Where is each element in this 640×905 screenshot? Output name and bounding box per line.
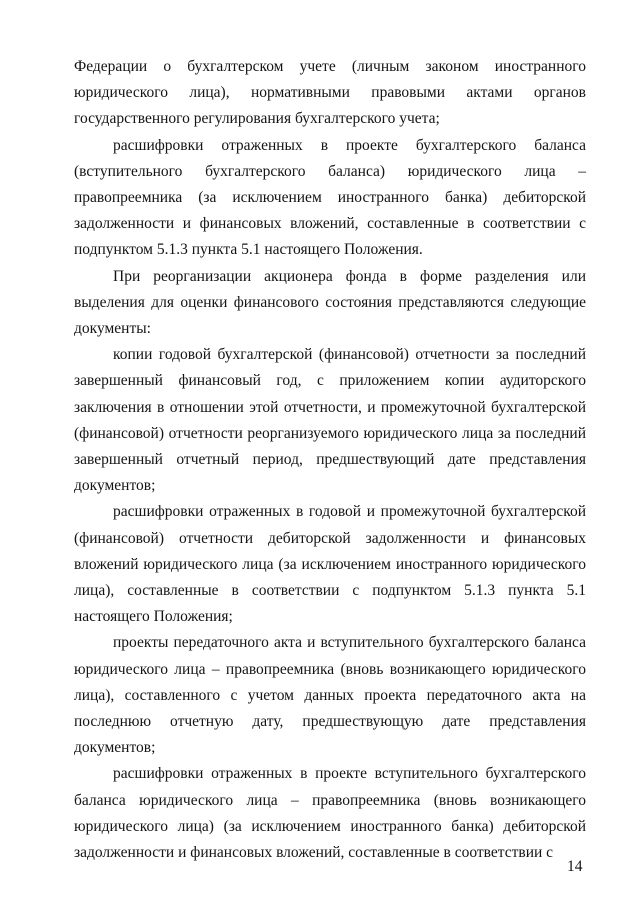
paragraph-reorganization-intro: При реорганизации акционера фонда в форме разделения или выделения для оценки финансового состояния представляются следующие документы: (74, 267, 586, 338)
page-number: 14 (567, 858, 583, 875)
paragraph-opening-balance-breakdown: расшифровки отраженных в проекте вступительного бухгалтерского баланса юридического лица – правопреемника (вновь возникающего юридического лица) (за исключением иностранного банка) дебиторской задолженности и финансовых вложений, составленные в соответствии с (74, 765, 586, 862)
paragraph-receivables-breakdown: расшифровки отраженных в годовой и промежуточной бухгалтерской (финансовой) отчетности дебиторской задолженности и финансовых вложений юридического лица (за исключением иностранного юридического лица), составленные в соответствии с подпунктом 5.1.3 пункта 5.1 настоящего Положения; (74, 503, 586, 626)
paragraph-transfer-act-drafts: проекты передаточного акта и вступительного бухгалтерского баланса юридического лица – правопреемника (вновь возникающего юридического лица), составленного с учетом данных проекта передаточного акта на последнюю отчетную дату, предшествующую дате представления документов; (74, 634, 586, 757)
paragraph-balance-breakdown: расшифровки отраженных в проекте бухгалтерского баланса (вступительного бухгалтерского баланса) юридического лица – правопреемника (за исключением иностранного банка) дебиторской задолженности и финансовых вложений, составленные в соответствии с подпунктом 5.1.3 пункта 5.1 настоящего Положения. (74, 136, 586, 259)
paragraph-continuation: Федерации о бухгалтерском учете (личным законом иностранного юридического лица), нормативными правовыми актами органов государственного регулирования бухгалтерского учета; (74, 58, 586, 128)
paragraph-annual-report-copies: копии годовой бухгалтерской (финансовой) отчетности за последний завершенный финансовый год, с приложением копии аудиторского заключения в отношении этой отчетности, и промежуточной бухгалтерской (финансовой) отчетности реорганизуемого юридического лица за последний завершенный отчетный период, предшествующий дате представления документов; (74, 346, 586, 495)
document-body (74, 54, 586, 866)
